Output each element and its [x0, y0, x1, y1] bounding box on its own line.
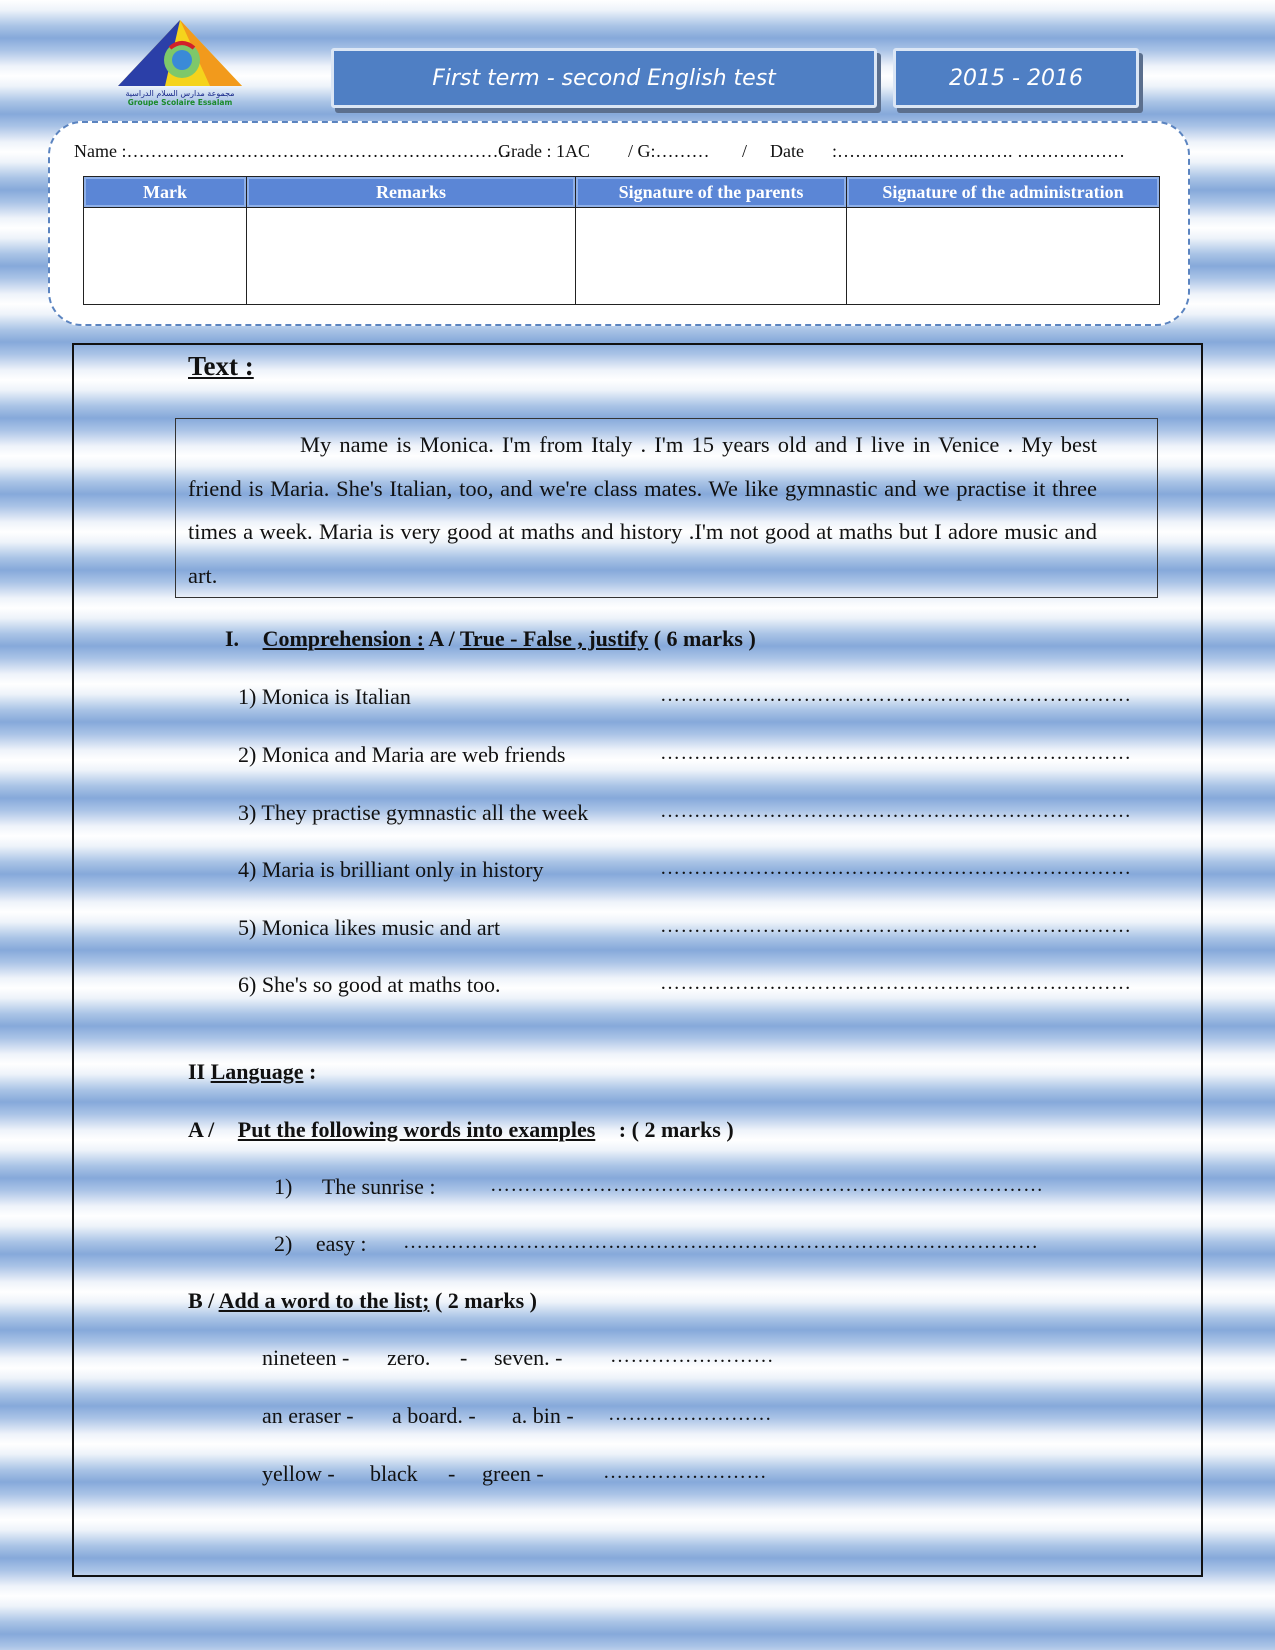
language-heading: [188, 1059, 316, 1085]
list-word: seven. -: [494, 1345, 563, 1370]
parents-signature-header: Signature of the parents: [576, 177, 847, 208]
administration-signature-header: Signature of the administration: [847, 177, 1160, 208]
tf-item: 5) Monica likes music and art: [238, 915, 501, 940]
logo-french-text: Groupe Scolaire Essalam: [127, 98, 233, 106]
language-number: II: [188, 1059, 206, 1084]
tf-answer-blank[interactable]: ……………………………………………………………: [660, 857, 1132, 879]
parents-signature-cell[interactable]: [576, 208, 847, 305]
tf-answer-blank[interactable]: ……………………………………………………………: [660, 915, 1132, 937]
part-b-marks: ( 2 marks ): [434, 1288, 537, 1313]
group-label: / G:: [628, 141, 656, 161]
part-a-instruction: Put the following words into examples: [237, 1117, 596, 1142]
tf-answer-blank[interactable]: ……………………………………………………………: [660, 800, 1132, 822]
name-label: Name :: [74, 141, 127, 161]
comprehension-title: Comprehension :: [262, 626, 425, 651]
date-label: Date: [770, 141, 804, 161]
mark-header: Mark: [84, 177, 247, 208]
date-field[interactable]: [832, 141, 1125, 162]
tf-item: 4) Maria is brilliant only in history: [238, 857, 544, 882]
language-colon: :: [309, 1059, 317, 1084]
tf-answer-blank[interactable]: ……………………………………………………………: [660, 742, 1132, 764]
example-blank[interactable]: ………………………………………………………………………: [490, 1174, 1044, 1196]
group-blank[interactable]: ………: [655, 141, 710, 161]
list-word: a board. -: [392, 1403, 476, 1428]
example-number: 2): [274, 1231, 293, 1256]
date-blank[interactable]: …………..……………. ………………: [837, 141, 1126, 161]
list-blank[interactable]: ……………………: [608, 1403, 772, 1425]
list-word: -: [460, 1345, 468, 1370]
comprehension-number: I.: [225, 626, 240, 651]
list-word: yellow -: [262, 1461, 335, 1486]
list-word: an eraser -: [262, 1403, 354, 1428]
example-word: The sunrise :: [321, 1174, 436, 1199]
part-a-marks: : ( 2 marks ): [618, 1117, 734, 1142]
remarks-cell[interactable]: [247, 208, 576, 305]
school-logo: [110, 18, 250, 106]
test-title: [331, 48, 877, 108]
grade-label: Grade :: [498, 141, 552, 161]
list-blank[interactable]: ……………………: [603, 1461, 767, 1483]
remarks-header: Remarks: [247, 177, 576, 208]
test-title-text: First term - second English test: [432, 65, 776, 91]
part-a-heading: [188, 1117, 734, 1143]
part-b-instruction: Add a word to the list: [218, 1288, 423, 1313]
comprehension-part: A /: [428, 626, 455, 651]
text-section-title: Text :: [188, 351, 254, 381]
example-item: [274, 1174, 435, 1200]
tf-item: 6) She's so good at maths too.: [238, 972, 501, 997]
mark-cell[interactable]: [84, 208, 247, 305]
list-word: a. bin -: [512, 1403, 574, 1428]
comprehension-heading: [225, 626, 756, 652]
reading-passage: My name is Monica. I'm from Italy . I'm 15 years old and I live in Venice . My best friend is Maria. She's Italian, too, and we're class mates. We like gymnastic and we practise it three times a week. Maria is very good at maths and history .I'm not good at maths but I adore music and art.: [175, 418, 1158, 598]
administration-signature-cell[interactable]: [847, 208, 1160, 305]
tf-item: 2) Monica and Maria are web friends: [238, 742, 566, 767]
list-word: green -: [482, 1461, 544, 1486]
date-separator: /: [742, 141, 748, 161]
school-year-text: 2015 - 2016: [949, 65, 1083, 91]
comprehension-instruction: True - False , justify: [459, 626, 649, 651]
part-a-label: A /: [188, 1117, 215, 1142]
student-info-card: [48, 121, 1190, 326]
tf-item: 1) Monica is Italian: [238, 684, 411, 709]
part-b-heading: [188, 1288, 537, 1314]
grade-field: [498, 141, 590, 162]
example-blank[interactable]: …………………………………………………………………………………: [403, 1231, 1039, 1253]
list-word: black: [370, 1461, 418, 1486]
grade-value: 1AC: [555, 141, 590, 161]
list-word: zero.: [387, 1345, 431, 1370]
group-field[interactable]: [628, 141, 710, 162]
language-title: Language: [210, 1059, 304, 1084]
example-number: 1): [274, 1174, 293, 1199]
logo-arabic-text: مجموعة مدارس السلام الدراسية: [125, 89, 235, 98]
school-year: [893, 48, 1139, 108]
date-colon: :: [832, 141, 838, 161]
list-word: nineteen -: [262, 1345, 350, 1370]
list-blank[interactable]: ……………………: [610, 1345, 774, 1367]
part-b-label: B /: [188, 1288, 215, 1313]
tf-answer-blank[interactable]: ……………………………………………………………: [660, 684, 1132, 706]
name-blank[interactable]: ……………………………………………………….: [126, 141, 509, 161]
grade-table: [83, 176, 1160, 305]
name-field[interactable]: [74, 141, 509, 162]
tf-answer-blank[interactable]: ……………………………………………………………: [660, 972, 1132, 994]
list-word: -: [448, 1461, 456, 1486]
example-word: easy :: [315, 1231, 367, 1256]
part-b-semicolon: ;: [422, 1288, 430, 1313]
example-item: [274, 1231, 367, 1257]
tf-item: 3) They practise gymnastic all the week: [238, 800, 589, 825]
comprehension-marks: ( 6 marks ): [653, 626, 756, 651]
